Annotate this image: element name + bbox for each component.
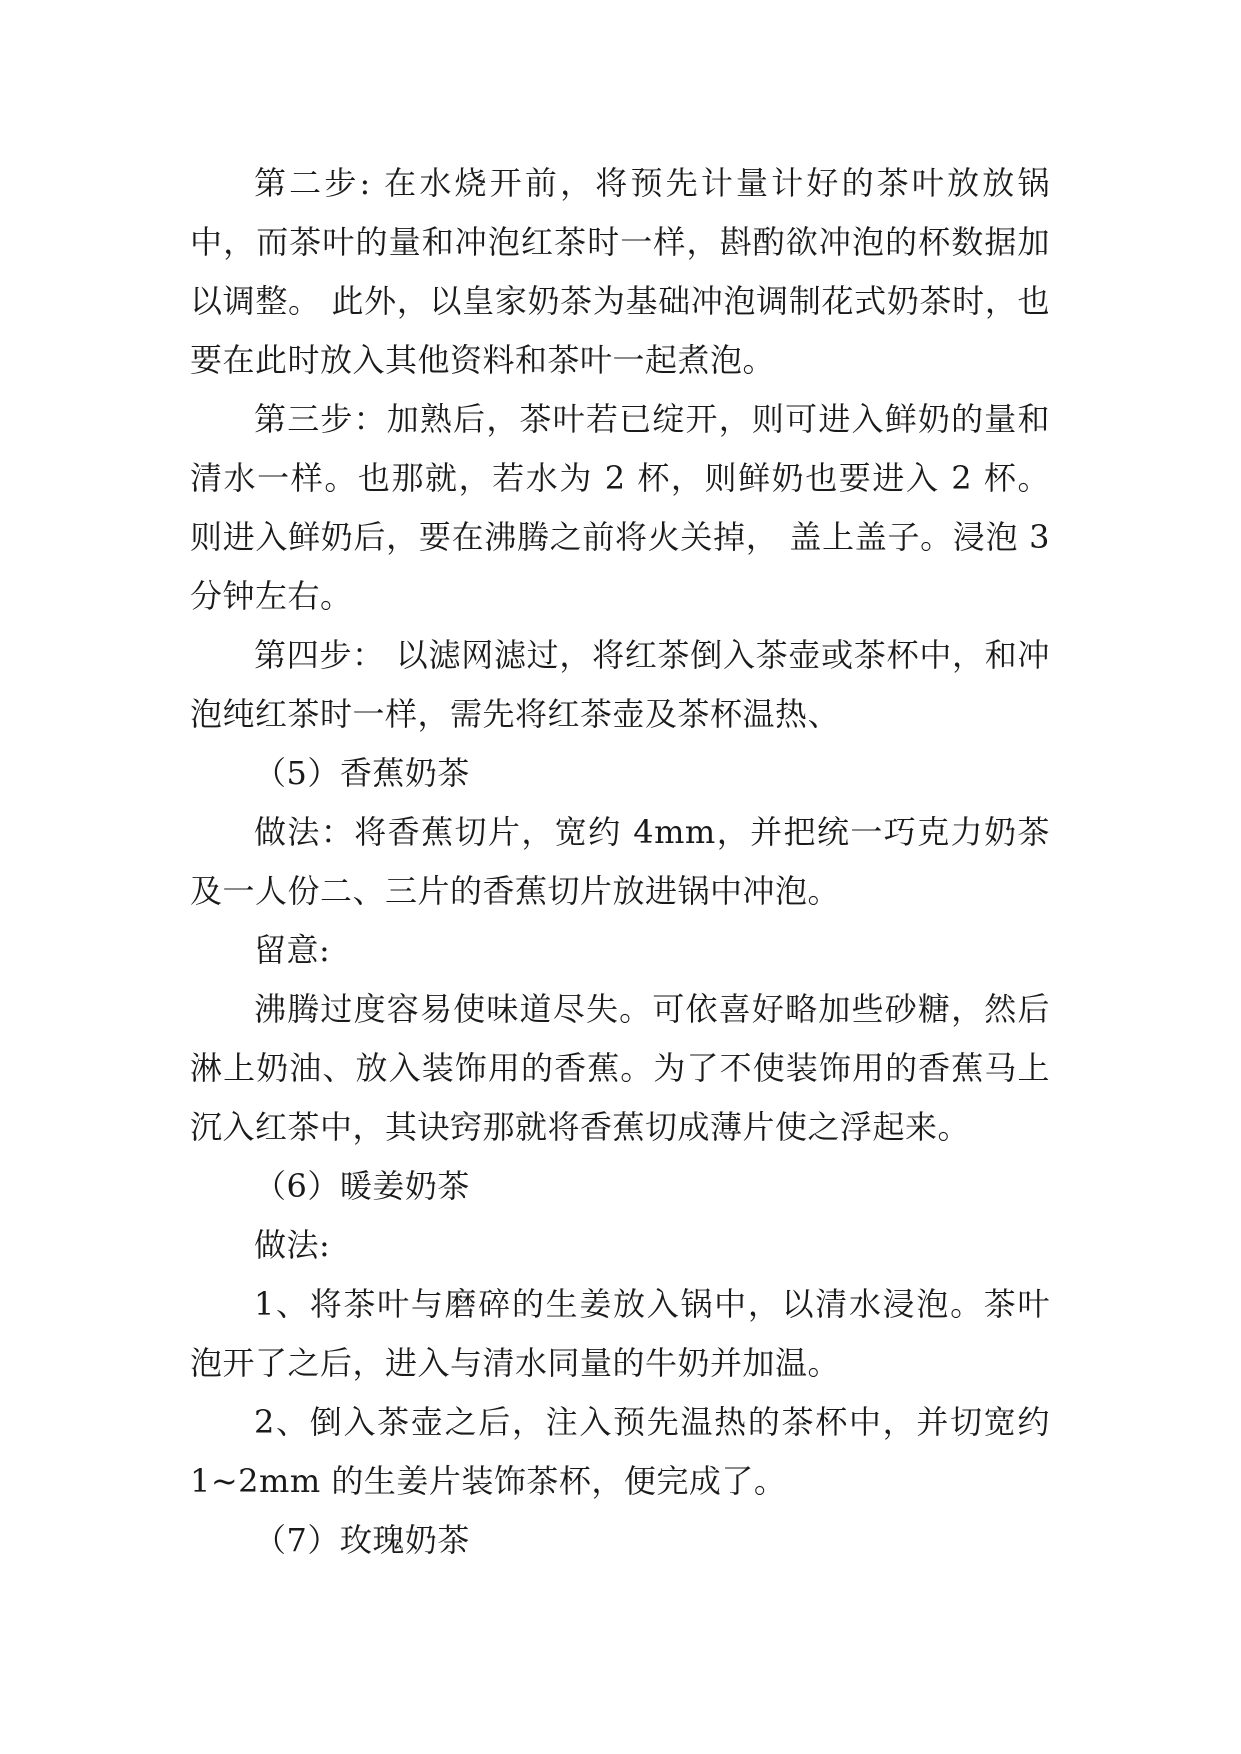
step-four-paragraph: 第四步： 以滤网滤过，将红茶倒入茶壶或茶杯中，和冲泡纯红茶时一样，需先将红茶壶及茶杯温热、: [190, 636, 1050, 733]
ginger-step-two-paragraph: 2、倒入茶壶之后，注入预先温热的茶杯中，并切宽约 1~2mm 的生姜片装饰茶杯，便完成了。: [190, 1403, 1050, 1500]
ginger-step-one-paragraph: 1、将茶叶与磨碎的生姜放入锅中，以清水浸泡。茶叶泡开了之后，进入与清水同量的牛奶并加温。: [190, 1285, 1050, 1382]
step-two-paragraph: 第二步: 在水烧开前，将预先计量计好的茶叶放放锅中，而茶叶的量和冲泡红茶时一样，斟酌欲冲泡的杯数据加以调整。 此外，以皇家奶茶为基础冲泡调制花式奶茶时，也要在此时放入其他资料和茶叶一起煮泡。: [190, 164, 1050, 379]
step-three-paragraph: 第三步：加熟后，茶叶若已绽开，则可进入鲜奶的量和清水一样。也那就，若水为 2 杯，则鲜奶也要进入 2 杯。则进入鲜奶后，要在沸腾之前将火关掉， 盖上盖子。浸泡 3 分钟左右。: [190, 400, 1050, 615]
banana-method-paragraph: 做法：将香蕉切片，宽约 4mm，并把统一巧克力奶茶及一人份二、三片的香蕉切片放进锅中冲泡。: [190, 813, 1050, 910]
document-body: [190, 154, 1050, 1570]
section-heading-banana-milk-tea: （5）香蕉奶茶: [254, 754, 470, 792]
section-heading-rose-milk-tea: （7）玫瑰奶茶: [254, 1521, 470, 1559]
ginger-method-label: 做法:: [254, 1226, 331, 1264]
banana-note-paragraph: 沸腾过度容易使味道尽失。可依喜好略加些砂糖，然后淋上奶油、放入装饰用的香蕉。为了不使装饰用的香蕉马上沉入红茶中，其诀窍那就将香蕉切成薄片使之浮起来。: [190, 990, 1050, 1146]
section-heading-ginger-milk-tea: （6）暖姜奶茶: [254, 1167, 470, 1205]
banana-note-label: 留意:: [254, 931, 331, 969]
